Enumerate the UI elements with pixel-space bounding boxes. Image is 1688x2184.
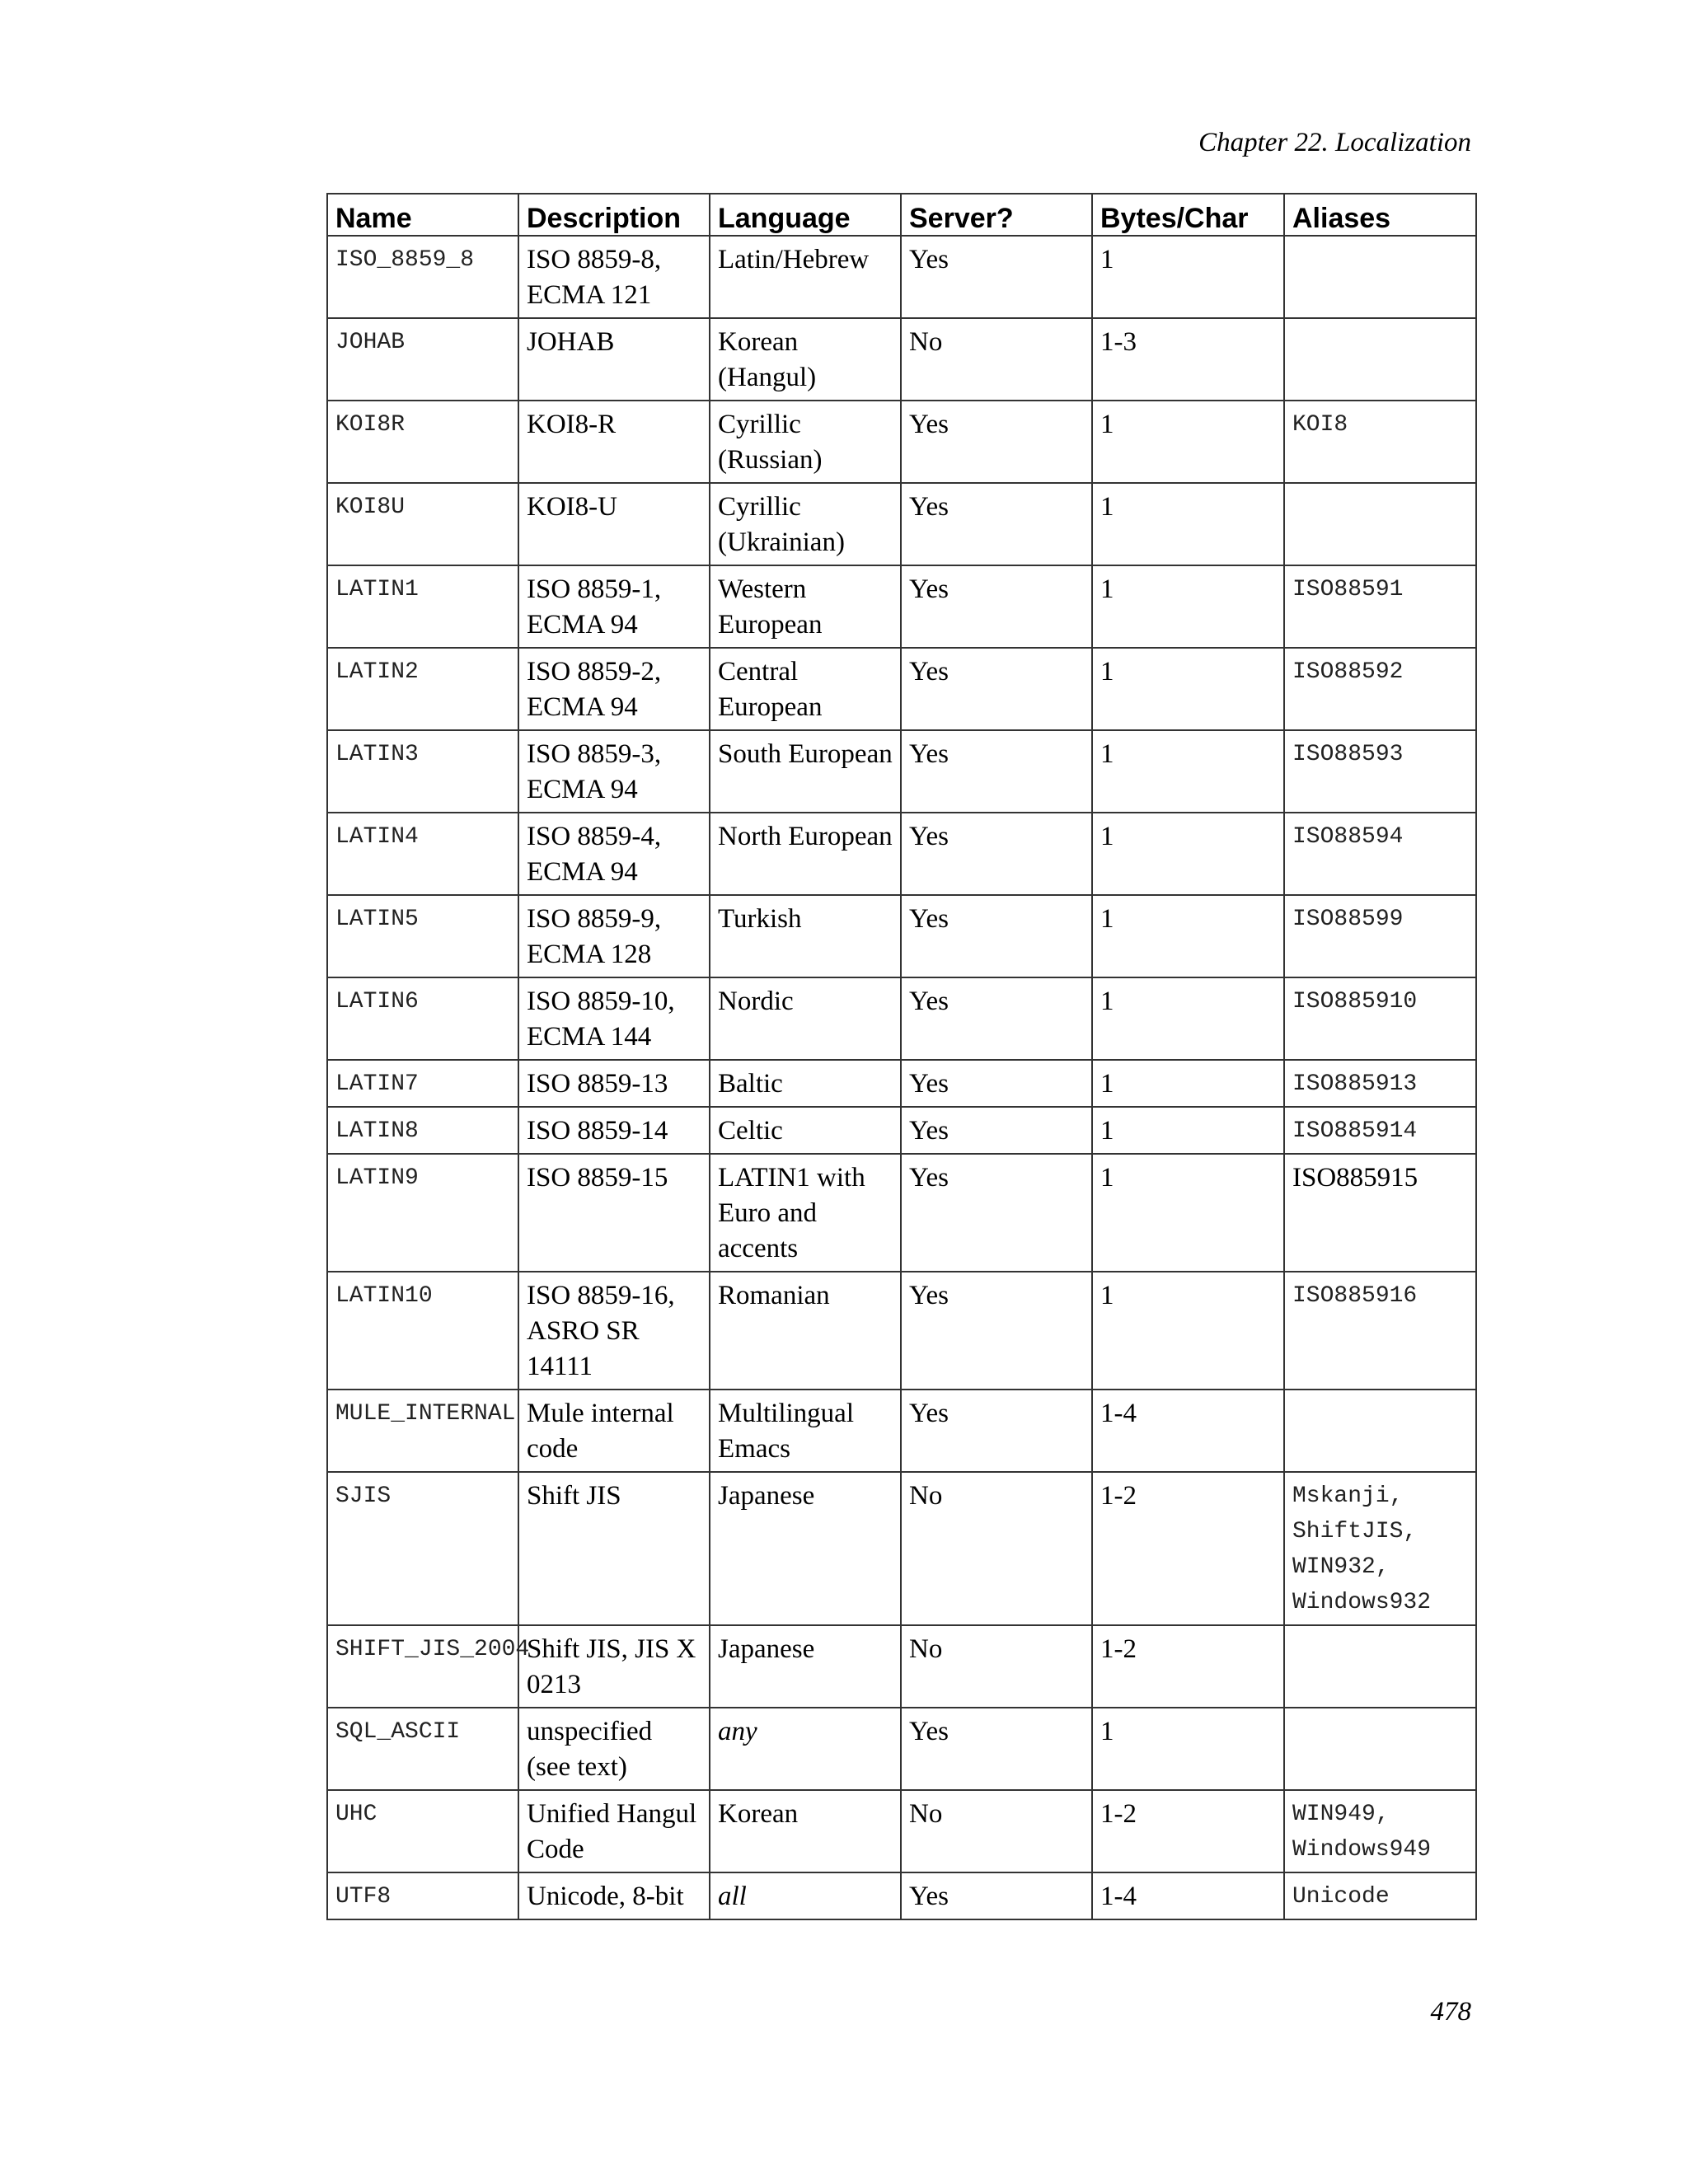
column-header-language: Language <box>710 194 901 236</box>
table-row <box>327 1472 1476 1625</box>
server-cell: Yes <box>901 1154 1092 1272</box>
server-cell: Yes <box>901 1708 1092 1790</box>
alias-entry: Mskanji, <box>1292 1483 1404 1509</box>
aliases-cell <box>1284 236 1476 318</box>
aliases-cell: ISO885913 <box>1284 1060 1476 1107</box>
description-cell: Unified Hangul Code <box>518 1790 710 1872</box>
table-row <box>327 483 1476 565</box>
encoding-name-cell: KOI8U <box>327 483 518 565</box>
alias-entry: Windows932 <box>1292 1590 1432 1615</box>
language-cell: LATIN1 with Euro and accents <box>710 1154 901 1272</box>
server-cell: Yes <box>901 1872 1092 1919</box>
encoding-name-cell: LATIN4 <box>327 813 518 895</box>
language-cell: Central European <box>710 648 901 730</box>
description-cell: ISO 8859-10, ECMA 144 <box>518 977 710 1060</box>
table-row <box>327 565 1476 648</box>
table-row <box>327 236 1476 318</box>
aliases-cell: ISO88599 <box>1284 895 1476 977</box>
encoding-name-cell: LATIN1 <box>327 565 518 648</box>
encoding-name-cell: SQL_ASCII <box>327 1708 518 1790</box>
encoding-name-cell: LATIN5 <box>327 895 518 977</box>
bytes-per-char-cell: 1 <box>1092 648 1284 730</box>
server-cell: Yes <box>901 895 1092 977</box>
server-cell: Yes <box>901 1107 1092 1154</box>
encoding-name-cell: LATIN3 <box>327 730 518 813</box>
aliases-cell: Unicode <box>1284 1872 1476 1919</box>
bytes-per-char-cell: 1-3 <box>1092 318 1284 401</box>
bytes-per-char-cell: 1 <box>1092 236 1284 318</box>
encoding-name-cell: JOHAB <box>327 318 518 401</box>
server-cell: Yes <box>901 236 1092 318</box>
bytes-per-char-cell: 1 <box>1092 1107 1284 1154</box>
server-cell: No <box>901 1625 1092 1708</box>
server-cell: Yes <box>901 813 1092 895</box>
server-cell: Yes <box>901 648 1092 730</box>
bytes-per-char-cell: 1-2 <box>1092 1472 1284 1625</box>
language-cell: Cyrillic (Ukrainian) <box>710 483 901 565</box>
bytes-per-char-cell: 1 <box>1092 1272 1284 1390</box>
encoding-name-cell: ISO_8859_8 <box>327 236 518 318</box>
server-cell: Yes <box>901 1060 1092 1107</box>
description-cell: ISO 8859-2, ECMA 94 <box>518 648 710 730</box>
server-cell: Yes <box>901 401 1092 483</box>
bytes-per-char-cell: 1 <box>1092 895 1284 977</box>
aliases-cell: ISO88594 <box>1284 813 1476 895</box>
table-row <box>327 977 1476 1060</box>
encoding-name-cell: UTF8 <box>327 1872 518 1919</box>
page-number: 478 <box>1430 1997 1471 2027</box>
table-body <box>327 236 1476 1919</box>
aliases-cell <box>1284 483 1476 565</box>
encoding-name-cell: LATIN6 <box>327 977 518 1060</box>
column-header-name: Name <box>327 194 518 236</box>
table-row <box>327 1625 1476 1708</box>
aliases-cell: ISO885914 <box>1284 1107 1476 1154</box>
bytes-per-char-cell: 1 <box>1092 1154 1284 1272</box>
aliases-cell: KOI8 <box>1284 401 1476 483</box>
aliases-cell <box>1284 1390 1476 1472</box>
bytes-per-char-cell: 1 <box>1092 813 1284 895</box>
language-cell: Latin/Hebrew <box>710 236 901 318</box>
server-cell: Yes <box>901 977 1092 1060</box>
column-header-description: Description <box>518 194 710 236</box>
server-cell: Yes <box>901 565 1092 648</box>
bytes-per-char-cell: 1-4 <box>1092 1390 1284 1472</box>
description-cell: JOHAB <box>518 318 710 401</box>
bytes-per-char-cell: 1 <box>1092 977 1284 1060</box>
description-cell: ISO 8859-13 <box>518 1060 710 1107</box>
table-row <box>327 730 1476 813</box>
description-cell: Shift JIS <box>518 1472 710 1625</box>
language-cell: Western European <box>710 565 901 648</box>
bytes-per-char-cell: 1 <box>1092 401 1284 483</box>
server-cell: No <box>901 318 1092 401</box>
encoding-name-cell: UHC <box>327 1790 518 1872</box>
table-header-row <box>327 194 1476 236</box>
language-cell: Romanian <box>710 1272 901 1390</box>
table-row <box>327 1390 1476 1472</box>
bytes-per-char-cell: 1 <box>1092 565 1284 648</box>
aliases-cell: ISO88593 <box>1284 730 1476 813</box>
encoding-name-cell: LATIN7 <box>327 1060 518 1107</box>
language-cell: Turkish <box>710 895 901 977</box>
language-cell: Korean <box>710 1790 901 1872</box>
bytes-per-char-cell: 1-2 <box>1092 1790 1284 1872</box>
server-cell: Yes <box>901 1390 1092 1472</box>
table-row <box>327 1154 1476 1272</box>
column-header-aliases: Aliases <box>1284 194 1476 236</box>
language-cell: Baltic <box>710 1060 901 1107</box>
language-cell: Multilingual Emacs <box>710 1390 901 1472</box>
table-row <box>327 318 1476 401</box>
alias-entry: ShiftJIS, <box>1292 1519 1418 1544</box>
table-row <box>327 813 1476 895</box>
table-row <box>327 1060 1476 1107</box>
server-cell: Yes <box>901 730 1092 813</box>
language-cell: Japanese <box>710 1472 901 1625</box>
table-row <box>327 1790 1476 1872</box>
language-cell: South European <box>710 730 901 813</box>
description-cell: ISO 8859-8, ECMA 121 <box>518 236 710 318</box>
aliases-cell: ISO885910 <box>1284 977 1476 1060</box>
description-cell: ISO 8859-9, ECMA 128 <box>518 895 710 977</box>
language-cell: North European <box>710 813 901 895</box>
encoding-name-cell: LATIN2 <box>327 648 518 730</box>
alias-entry: Windows949 <box>1292 1837 1432 1863</box>
table-row <box>327 895 1476 977</box>
bytes-per-char-cell: 1-4 <box>1092 1872 1284 1919</box>
table-row <box>327 648 1476 730</box>
description-cell: Unicode, 8-bit <box>518 1872 710 1919</box>
alias-entry: WIN932, <box>1292 1554 1390 1580</box>
table-row <box>327 401 1476 483</box>
encoding-name-cell: LATIN9 <box>327 1154 518 1272</box>
aliases-cell: ISO88591 <box>1284 565 1476 648</box>
encoding-name-cell: MULE_INTERNAL <box>327 1390 518 1472</box>
description-cell: ISO 8859-1, ECMA 94 <box>518 565 710 648</box>
description-cell: unspecified (see text) <box>518 1708 710 1790</box>
description-cell: ISO 8859-4, ECMA 94 <box>518 813 710 895</box>
description-cell: Mule internal code <box>518 1390 710 1472</box>
column-header-server: Server? <box>901 194 1092 236</box>
encoding-name-cell: LATIN10 <box>327 1272 518 1390</box>
encoding-name-cell: KOI8R <box>327 401 518 483</box>
description-cell: ISO 8859-15 <box>518 1154 710 1272</box>
language-cell: all <box>710 1872 901 1919</box>
bytes-per-char-cell: 1 <box>1092 1060 1284 1107</box>
server-cell: Yes <box>901 483 1092 565</box>
language-cell: any <box>710 1708 901 1790</box>
table-row <box>327 1708 1476 1790</box>
table-row <box>327 1872 1476 1919</box>
description-cell: Shift JIS, JIS X 0213 <box>518 1625 710 1708</box>
aliases-cell <box>1284 1472 1476 1625</box>
encoding-name-cell: LATIN8 <box>327 1107 518 1154</box>
bytes-per-char-cell: 1 <box>1092 730 1284 813</box>
server-cell: No <box>901 1472 1092 1625</box>
chapter-header: Chapter 22. Localization <box>1198 128 1471 157</box>
character-set-table <box>326 193 1477 1920</box>
alias-entry: WIN949, <box>1292 1802 1390 1827</box>
aliases-cell <box>1284 1790 1476 1872</box>
server-cell: Yes <box>901 1272 1092 1390</box>
column-header-bytes-per-char: Bytes/Char <box>1092 194 1284 236</box>
language-cell: Celtic <box>710 1107 901 1154</box>
description-cell: KOI8-R <box>518 401 710 483</box>
encoding-name-cell: SHIFT_JIS_2004 <box>327 1625 518 1708</box>
server-cell: No <box>901 1790 1092 1872</box>
bytes-per-char-cell: 1-2 <box>1092 1625 1284 1708</box>
aliases-cell: ISO885915 <box>1284 1154 1476 1272</box>
description-cell: ISO 8859-16, ASRO SR 14111 <box>518 1272 710 1390</box>
language-cell: Cyrillic (Russian) <box>710 401 901 483</box>
description-cell: ISO 8859-3, ECMA 94 <box>518 730 710 813</box>
table-row <box>327 1272 1476 1390</box>
language-cell: Japanese <box>710 1625 901 1708</box>
aliases-cell <box>1284 1625 1476 1708</box>
description-cell: KOI8-U <box>518 483 710 565</box>
language-cell: Korean (Hangul) <box>710 318 901 401</box>
aliases-cell: ISO885916 <box>1284 1272 1476 1390</box>
encoding-name-cell: SJIS <box>327 1472 518 1625</box>
language-cell: Nordic <box>710 977 901 1060</box>
aliases-cell <box>1284 1708 1476 1790</box>
aliases-cell <box>1284 318 1476 401</box>
table-row <box>327 1107 1476 1154</box>
bytes-per-char-cell: 1 <box>1092 1708 1284 1790</box>
aliases-cell: ISO88592 <box>1284 648 1476 730</box>
description-cell: ISO 8859-14 <box>518 1107 710 1154</box>
bytes-per-char-cell: 1 <box>1092 483 1284 565</box>
